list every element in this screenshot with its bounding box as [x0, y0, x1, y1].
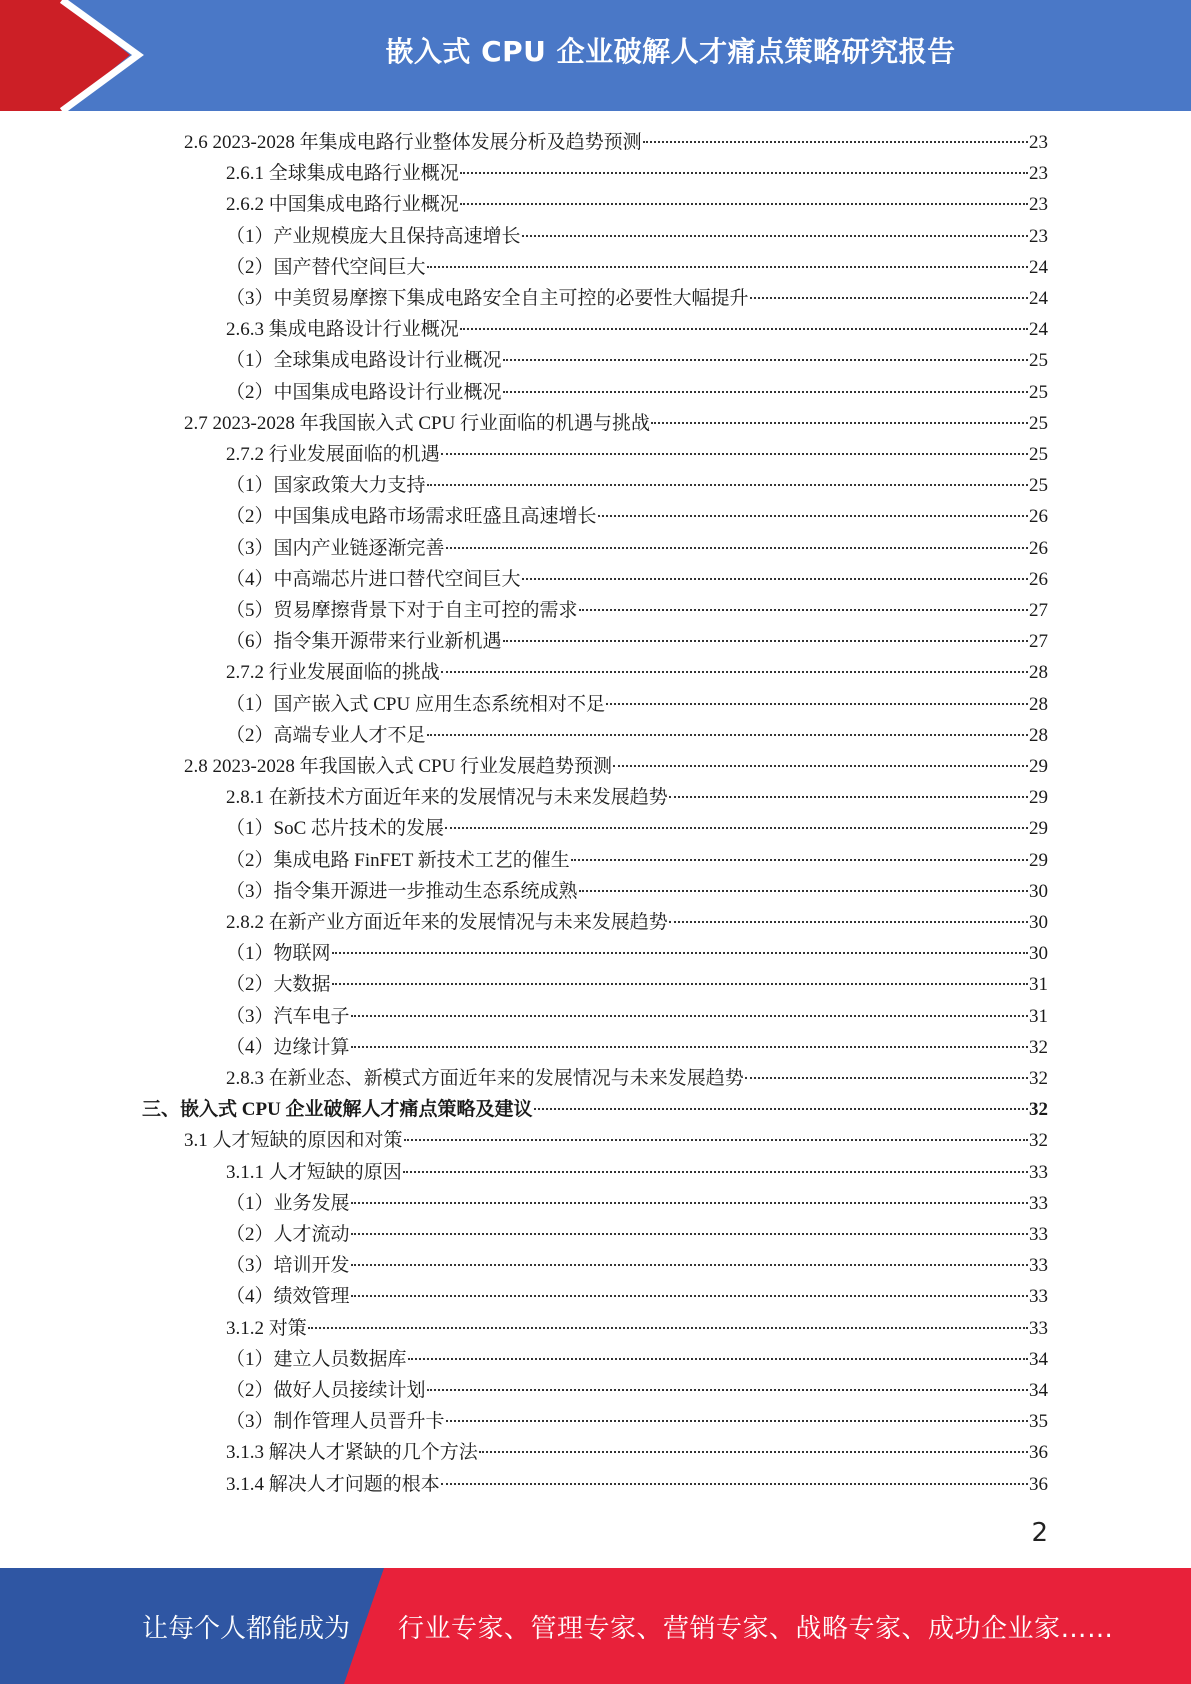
toc-entry-page: 33 — [1029, 1318, 1048, 1339]
toc-entry-title: （1）业务发展 — [226, 1193, 350, 1214]
toc-dot-leader — [404, 1139, 1028, 1141]
toc-dot-leader — [351, 1295, 1028, 1297]
toc-dot-leader — [479, 1451, 1028, 1453]
toc-entry-page: 31 — [1029, 1006, 1048, 1027]
toc-dot-leader — [503, 359, 1028, 361]
toc-dot-leader — [351, 1264, 1028, 1266]
toc-entry[interactable] — [226, 470, 1048, 501]
toc-dot-leader — [427, 266, 1028, 268]
toc-dot-leader — [613, 765, 1028, 767]
toc-entry[interactable] — [226, 533, 1048, 564]
report-title: 嵌入式 CPU 企业破解人才痛点策略研究报告 — [385, 35, 956, 68]
toc-entry[interactable] — [226, 1001, 1048, 1032]
toc-entry-title: 2.8.2 在新产业方面近年来的发展情况与未来发展趋势 — [226, 912, 668, 933]
toc-entry-title: （2）中国集成电路设计行业概况 — [226, 382, 502, 403]
toc-entry-title: （3）汽车电子 — [226, 1006, 350, 1027]
toc-entry-page: 25 — [1029, 382, 1048, 403]
toc-dot-leader — [598, 515, 1028, 517]
toc-entry[interactable] — [226, 689, 1048, 720]
toc-dot-leader — [669, 796, 1028, 798]
toc-entry-page: 30 — [1029, 943, 1048, 964]
toc-entry-title: （2）国产替代空间巨大 — [226, 257, 426, 278]
toc-entry-title: （2）做好人员接续计划 — [226, 1380, 426, 1401]
toc-entry-title: （2）高端专业人才不足 — [226, 725, 426, 746]
toc-entry-page: 24 — [1029, 319, 1048, 340]
toc-dot-leader — [403, 1171, 1028, 1173]
toc-dot-leader — [745, 1077, 1028, 1079]
toc-dot-leader — [579, 609, 1028, 611]
toc-dot-leader — [446, 547, 1028, 549]
toc-entry-page: 33 — [1029, 1224, 1048, 1245]
toc-dot-leader — [571, 859, 1028, 861]
toc-entry-page: 32 — [1029, 1130, 1048, 1151]
toc-entry-title: 2.8.3 在新业态、新模式方面近年来的发展情况与未来发展趋势 — [226, 1068, 744, 1089]
toc-dot-leader — [503, 640, 1028, 642]
toc-entry[interactable] — [226, 1313, 1048, 1344]
toc-entry[interactable] — [226, 564, 1048, 595]
toc-entry-page: 26 — [1029, 569, 1048, 590]
toc-entry-page: 33 — [1029, 1255, 1048, 1276]
toc-entry[interactable] — [226, 221, 1048, 252]
toc-entry-title: （3）中美贸易摩擦下集成电路安全自主可控的必要性大幅提升 — [226, 288, 749, 309]
toc-entry-title: 3.1.3 解决人才紧缺的几个方法 — [226, 1442, 478, 1463]
toc-dot-leader — [750, 297, 1028, 299]
page-footer — [0, 1568, 1191, 1684]
toc-entry-page: 30 — [1029, 912, 1048, 933]
toc-entry-page: 29 — [1029, 818, 1048, 839]
toc-entry-page: 35 — [1029, 1411, 1048, 1432]
footer-slogan-right: 行业专家、管理专家、营销专家、战略专家、成功企业家…… — [398, 1613, 1114, 1644]
toc-entry[interactable] — [226, 345, 1048, 376]
toc-entry-title: （2）中国集成电路市场需求旺盛且高速增长 — [226, 506, 597, 527]
toc-entry-title: （1）国家政策大力支持 — [226, 475, 426, 496]
toc-dot-leader — [606, 703, 1028, 705]
toc-dot-leader — [351, 1015, 1028, 1017]
toc-entry[interactable] — [184, 127, 1048, 158]
toc-entry-title: 3.1.1 人才短缺的原因 — [226, 1162, 402, 1183]
toc-entry-title: 3.1 人才短缺的原因和对策 — [184, 1130, 403, 1151]
toc-entry-title: （1）建立人员数据库 — [226, 1349, 407, 1370]
toc-dot-leader — [441, 671, 1028, 673]
toc-entry[interactable] — [142, 1094, 1048, 1125]
toc-entry-page: 24 — [1029, 288, 1048, 309]
toc-entry[interactable] — [226, 845, 1048, 876]
toc-entry-page: 26 — [1029, 538, 1048, 559]
toc-dot-leader — [308, 1327, 1028, 1329]
toc-entry[interactable] — [226, 189, 1048, 220]
toc-dot-leader — [441, 1483, 1028, 1485]
toc-dot-leader — [651, 422, 1028, 424]
toc-entry-title: （6）指令集开源带来行业新机遇 — [226, 631, 502, 652]
toc-dot-leader — [351, 1233, 1028, 1235]
toc-entry[interactable] — [226, 1157, 1048, 1188]
toc-entry-title: （1）物联网 — [226, 943, 331, 964]
toc-entry[interactable] — [226, 907, 1048, 938]
toc-entry-title: 2.7.2 行业发展面临的挑战 — [226, 662, 440, 683]
toc-entry[interactable] — [226, 595, 1048, 626]
toc-entry-page: 25 — [1029, 350, 1048, 371]
toc-entry-page: 29 — [1029, 787, 1048, 808]
toc-entry[interactable] — [226, 720, 1048, 751]
toc-entry[interactable] — [226, 377, 1048, 408]
toc-entry-title: （3）培训开发 — [226, 1255, 350, 1276]
toc-entry[interactable] — [226, 439, 1048, 470]
toc-entry-title: （3）制作管理人员晋升卡 — [226, 1411, 445, 1432]
toc-entry-page: 34 — [1029, 1349, 1048, 1370]
toc-entry-page: 36 — [1029, 1474, 1048, 1495]
toc-entry-page: 33 — [1029, 1162, 1048, 1183]
toc-entry[interactable] — [184, 751, 1048, 782]
toc-dot-leader — [460, 203, 1028, 205]
toc-entry-page: 28 — [1029, 725, 1048, 746]
toc-entry-title: （4）绩效管理 — [226, 1286, 350, 1307]
toc-dot-leader — [579, 890, 1028, 892]
toc-entry-page: 23 — [1029, 226, 1048, 247]
toc-entry[interactable] — [226, 283, 1048, 314]
toc-entry-page: 32 — [1029, 1037, 1048, 1058]
toc-entry-page: 27 — [1029, 600, 1048, 621]
toc-dot-leader — [460, 328, 1028, 330]
toc-dot-leader — [351, 1202, 1028, 1204]
toc-dot-leader — [643, 141, 1028, 143]
toc-entry-page: 27 — [1029, 631, 1048, 652]
toc-entry-page: 31 — [1029, 974, 1048, 995]
toc-entry[interactable] — [226, 1063, 1048, 1094]
toc-entry-title: （2）大数据 — [226, 974, 331, 995]
toc-entry-title: 2.8.1 在新技术方面近年来的发展情况与未来发展趋势 — [226, 787, 668, 808]
toc-entry[interactable] — [226, 1281, 1048, 1312]
toc-entry-title: 2.7 2023-2028 年我国嵌入式 CPU 行业面临的机遇与挑战 — [184, 413, 651, 434]
toc-entry-title: 2.6.1 全球集成电路行业概况 — [226, 163, 459, 184]
toc-entry-title: 2.7.2 行业发展面临的机遇 — [226, 444, 440, 465]
toc-entry[interactable] — [226, 1375, 1048, 1406]
toc-entry-title: 三、嵌入式 CPU 企业破解人才痛点策略及建议 — [142, 1099, 533, 1120]
toc-entry[interactable] — [226, 782, 1048, 813]
toc-dot-leader — [332, 952, 1028, 954]
toc-entry-title: （3）指令集开源进一步推动生态系统成熟 — [226, 881, 578, 902]
page-number: 2 — [1031, 1518, 1048, 1548]
page-header — [0, 0, 1191, 111]
toc-entry-title: 2.6 2023-2028 年集成电路行业整体发展分析及趋势预测 — [184, 132, 642, 153]
toc-entry-page: 29 — [1029, 756, 1048, 777]
toc-entry-page: 34 — [1029, 1380, 1048, 1401]
toc-dot-leader — [427, 484, 1028, 486]
toc-entry[interactable] — [226, 938, 1048, 969]
toc-entry[interactable] — [226, 1437, 1048, 1468]
toc-entry-title: （2）人才流动 — [226, 1224, 350, 1245]
toc-entry-page: 23 — [1029, 132, 1048, 153]
toc-entry-page: 24 — [1029, 257, 1048, 278]
toc-entry-title: 2.6.3 集成电路设计行业概况 — [226, 319, 459, 340]
toc-entry[interactable] — [226, 252, 1048, 283]
toc-entry-page: 25 — [1029, 444, 1048, 465]
toc-entry-page: 28 — [1029, 694, 1048, 715]
toc-entry-page: 29 — [1029, 850, 1048, 871]
toc-entry[interactable] — [226, 1032, 1048, 1063]
toc-dot-leader — [503, 391, 1028, 393]
toc-entry-page: 25 — [1029, 475, 1048, 496]
toc-entry-title: （1）全球集成电路设计行业概况 — [226, 350, 502, 371]
toc-dot-leader — [445, 827, 1028, 829]
toc-entry-title: 2.6.2 中国集成电路行业概况 — [226, 194, 459, 215]
toc-entry[interactable] — [184, 408, 1048, 439]
toc-entry-page: 33 — [1029, 1193, 1048, 1214]
toc-entry[interactable] — [226, 969, 1048, 1000]
toc-entry[interactable] — [226, 876, 1048, 907]
toc-entry[interactable] — [226, 1250, 1048, 1281]
toc-dot-leader — [534, 1108, 1028, 1110]
toc-entry-page: 32 — [1029, 1068, 1048, 1089]
toc-entry-title: （1）国产嵌入式 CPU 应用生态系统相对不足 — [226, 694, 605, 715]
toc-entry[interactable] — [226, 1188, 1048, 1219]
toc-entry-title: （1）SoC 芯片技术的发展 — [226, 818, 444, 839]
toc-entry-title: （2）集成电路 FinFET 新技术工艺的催生 — [226, 850, 570, 871]
toc-entry-title: （4）边缘计算 — [226, 1037, 350, 1058]
footer-slogan-left: 让每个人都能成为 — [142, 1613, 351, 1644]
toc-entry-page: 25 — [1029, 413, 1048, 434]
toc-entry[interactable] — [226, 314, 1048, 345]
toc-dot-leader — [446, 1420, 1028, 1422]
toc-dot-leader — [408, 1358, 1028, 1360]
toc-entry-page: 32 — [1029, 1099, 1048, 1120]
toc-entry-title: 3.1.4 解决人才问题的根本 — [226, 1474, 440, 1495]
toc-entry-title: （1）产业规模庞大且保持高速增长 — [226, 226, 521, 247]
toc-entry-page: 23 — [1029, 194, 1048, 215]
toc-entry-title: （5）贸易摩擦背景下对于自主可控的需求 — [226, 600, 578, 621]
toc-dot-leader — [522, 578, 1028, 580]
toc-entry-title: 3.1.2 对策 — [226, 1318, 307, 1339]
toc-dot-leader — [427, 1389, 1028, 1391]
toc-entry-page: 28 — [1029, 662, 1048, 683]
toc-entry[interactable] — [226, 501, 1048, 532]
toc-entry-page: 26 — [1029, 506, 1048, 527]
toc-entry-page: 36 — [1029, 1442, 1048, 1463]
toc-entry[interactable] — [184, 1125, 1048, 1156]
toc-dot-leader — [427, 734, 1028, 736]
toc-entry-page: 30 — [1029, 881, 1048, 902]
toc-dot-leader — [441, 453, 1028, 455]
toc-dot-leader — [522, 235, 1028, 237]
toc-entry-page: 23 — [1029, 163, 1048, 184]
toc-entry[interactable] — [226, 1406, 1048, 1437]
toc-entry[interactable] — [226, 657, 1048, 688]
toc-entry-title: 2.8 2023-2028 年我国嵌入式 CPU 行业发展趋势预测 — [184, 756, 613, 777]
toc-dot-leader — [351, 1046, 1028, 1048]
toc-dot-leader — [460, 172, 1028, 174]
toc-entry[interactable] — [226, 1344, 1048, 1375]
toc-entry[interactable] — [226, 626, 1048, 657]
toc-entry[interactable] — [226, 1469, 1048, 1500]
toc-entry[interactable] — [226, 158, 1048, 189]
toc-dot-leader — [332, 983, 1028, 985]
toc-dot-leader — [669, 921, 1028, 923]
toc-entry[interactable] — [226, 813, 1048, 844]
toc-entry-title: （4）中高端芯片进口替代空间巨大 — [226, 569, 521, 590]
toc-entry-page: 33 — [1029, 1286, 1048, 1307]
toc-entry-title: （3）国内产业链逐渐完善 — [226, 538, 445, 559]
toc-entry[interactable] — [226, 1219, 1048, 1250]
